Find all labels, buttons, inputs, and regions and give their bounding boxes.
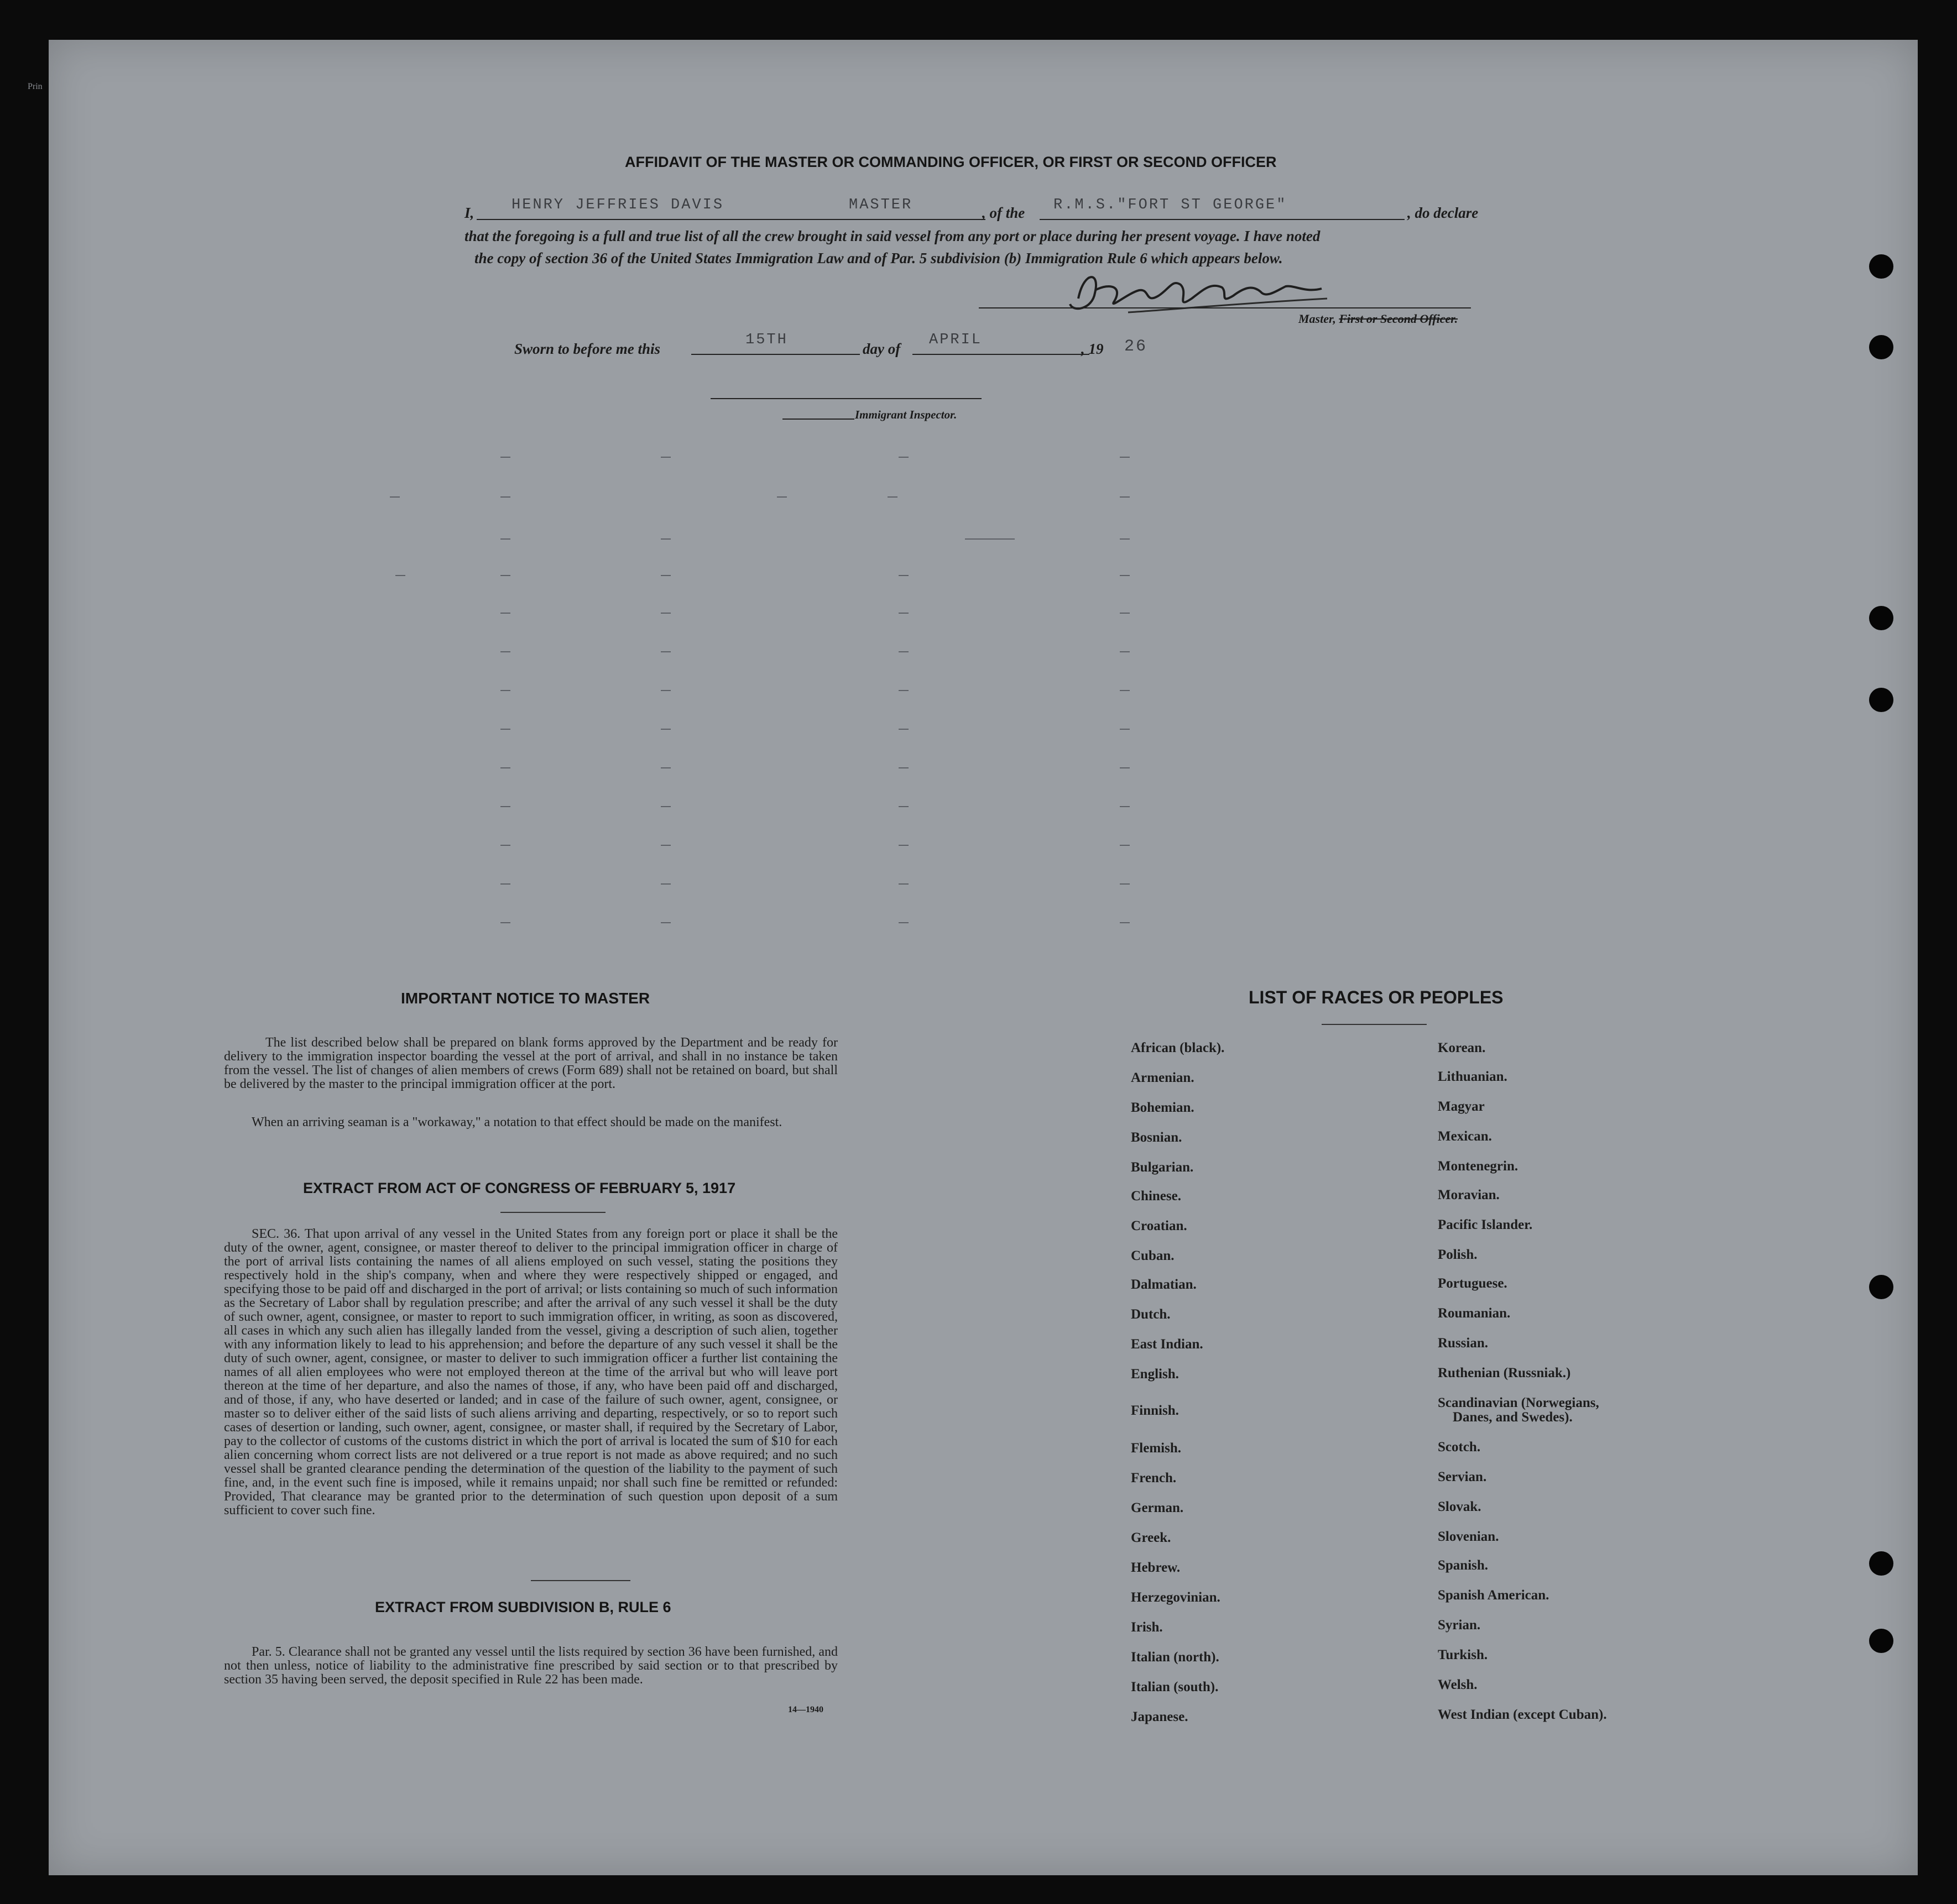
race-item: Armenian. <box>1131 1070 1194 1085</box>
month-line <box>912 354 1089 355</box>
notice-paragraph-2: When an arriving seaman is a "workaway," a notation to that effect should be made on the manifest. <box>252 1115 782 1129</box>
race-item: Welsh. <box>1438 1677 1478 1692</box>
year-prefix: , 19 <box>1081 341 1104 357</box>
race-item: Magyar <box>1438 1099 1485 1114</box>
rule-paragraph-5: Par. 5. Clearance shall not be granted any vessel until the lists required by section 36 have been furnished, and not then unless, notice of liability to the administrative fine prescribed by said section or to that prescribed by section 35 having been served, the deposit specified in Rule 22 has been made. <box>224 1645 838 1687</box>
race-item: Finnish. <box>1131 1403 1179 1418</box>
of-the-label: , of the <box>982 205 1025 221</box>
notice-paragraph-1: The list described below shall be prepared on blank forms approved by the Department and be ready for delivery to the immigration inspector boarding the vessel at the port of arrival, and shall in no instance be taken from the vessel. The list of changes of alien members of crews (Form 689) shall not be retained on board, but shall be delivered by the master to the principal immigration officer at the port. <box>224 1035 838 1091</box>
name-line <box>477 219 985 220</box>
day-line <box>691 354 860 355</box>
edge-mark: Prin <box>28 82 43 91</box>
race-item: Montenegrin. <box>1438 1159 1518 1174</box>
race-item: Slovenian. <box>1438 1529 1499 1544</box>
officer-label-struck: First or Second Officer. <box>1339 312 1458 326</box>
rule-extract-title: EXTRACT FROM SUBDIVISION B, RULE 6 <box>375 1599 671 1615</box>
binder-hole-icon <box>1869 1275 1893 1299</box>
race-item: Greek. <box>1131 1530 1171 1545</box>
race-item: West Indian (except Cuban). <box>1438 1707 1607 1722</box>
race-item: Hebrew. <box>1131 1560 1181 1575</box>
act-section-36: SEC. 36. That upon arrival of any vessel in the United States from any foreign port or place it shall be the duty of the owner, agent, consignee, or master thereof to deliver to the principal immigration officer in charge of the port of arrival lists containing the names of all aliens employed on such vessel, stating the positions they respectively hold in the ship's company, when and where they were respectively shipped or engaged, and specifying those to be paid off and discharged in the port of arrival; or lists containing so much of such information as the Secretary of Labor shall by regulation prescribe; and after the arrival of any such vessel it shall be the duty of such owner, agent, consignee, or master to report to such immigration officer, in writing, as soon as discovered, all cases in which any such alien has illegally landed from the vessel, giving a description of such alien, together with any information likely to lead to his apprehension; and before the departure of any such vessel it shall be the duty of such owner, agent, consignee, or master to deliver to such immigration officer a further list containing the names of all alien employees who were not employed thereon at the time of the arrival but who will leave port thereon at the time of her departure, and also the names of those, if any, who have been paid off and discharged, and of those, if any, who have deserted or landed; and in case of the failure of such owner, agent, consignee, or master so to deliver either of the said lists of such aliens arriving and departing, respectively, or so to report such cases of desertion or landing, such owner, agent, consignee, or master shall, if required by the Secretary of Labor, pay to the collector of customs of the customs district in which the port of arrival is located the sum of $10 for each alien concerning whom correct lists are not delivered or a true report is not made as above required; and no such vessel shall be granted clearance pending the determination of the question of the liability to the payment of such fine, and, in the event such fine is imposed, while it remains unpaid; nor shall such fine be remitted or refunded: Provided, That clearance may be granted prior to the determination of such question upon deposit of a sum sufficient to cover such fine. <box>224 1227 838 1518</box>
race-item: Polish. <box>1438 1247 1478 1262</box>
affidavit-title: AFFIDAVIT OF THE MASTER OR COMMANDING OFFICER, OR FIRST OR SECOND OFFICER <box>625 154 1277 170</box>
race-item: Chinese. <box>1131 1189 1181 1204</box>
race-item: Cuban. <box>1131 1248 1175 1263</box>
vessel-name: R.M.S."FORT ST GEORGE" <box>1053 197 1287 213</box>
act-extract-title: EXTRACT FROM ACT OF CONGRESS OF FEBRUARY 5, 1917 <box>303 1180 736 1196</box>
race-item: Pacific Islander. <box>1438 1217 1533 1232</box>
race-item: Dalmatian. <box>1131 1277 1197 1292</box>
race-item: Japanese. <box>1131 1709 1188 1724</box>
master-signature <box>1062 260 1338 332</box>
master-name: HENRY JEFFRIES DAVIS <box>512 197 724 213</box>
binder-hole-icon <box>1869 1551 1893 1576</box>
sworn-label: Sworn to before me this <box>514 341 661 357</box>
master-rank: MASTER <box>849 197 913 213</box>
race-item: Spanish. <box>1438 1558 1489 1573</box>
race-item: Italian (north). <box>1131 1650 1219 1665</box>
race-item: African (black). <box>1131 1040 1225 1055</box>
race-item: French. <box>1131 1471 1177 1485</box>
race-item: Bohemian. <box>1131 1100 1194 1115</box>
race-item: Bulgarian. <box>1131 1160 1194 1175</box>
form-number: 14—1940 <box>788 1705 823 1714</box>
binder-hole-icon <box>1869 335 1893 359</box>
race-item: Turkish. <box>1438 1647 1488 1662</box>
sworn-year: 26 <box>1124 337 1148 356</box>
signature-caption <box>1298 312 1458 326</box>
race-item: Russian. <box>1438 1336 1489 1351</box>
race-item: Bosnian. <box>1131 1130 1182 1145</box>
race-item: English. <box>1131 1367 1179 1382</box>
day-of-label: day of <box>863 341 901 357</box>
race-item: Lithuanian. <box>1438 1069 1507 1084</box>
race-item: Dutch. <box>1131 1307 1171 1322</box>
race-item: Scandinavian (Norwegians, <box>1438 1395 1599 1410</box>
affidavit-line-2: that the foregoing is a full and true list of all the crew brought in said vessel from any port or place during her present voyage. I have noted <box>465 228 1321 244</box>
race-item: Syrian. <box>1438 1618 1481 1633</box>
do-declare-label: , do declare <box>1407 205 1479 221</box>
races-title-rule <box>1322 1024 1427 1025</box>
races-title: LIST OF RACES OR PEOPLES <box>1249 987 1504 1007</box>
binder-hole-icon <box>1869 606 1893 630</box>
binder-hole-icon <box>1869 254 1893 279</box>
binder-hole-icon <box>1869 1629 1893 1653</box>
inspector-signature-line <box>711 398 982 399</box>
race-item: German. <box>1131 1500 1184 1515</box>
race-item: Portuguese. <box>1438 1276 1507 1291</box>
race-item: Mexican. <box>1438 1129 1492 1144</box>
race-item: Flemish. <box>1131 1441 1181 1456</box>
sworn-month: APRIL <box>929 332 983 348</box>
sworn-day: 15TH <box>745 332 788 348</box>
rule-top-rule <box>531 1580 630 1581</box>
race-item: Scotch. <box>1438 1440 1481 1455</box>
race-item: Danes, and Swedes). <box>1453 1410 1573 1425</box>
master-label: Master, <box>1298 312 1336 326</box>
race-item: Servian. <box>1438 1469 1487 1484</box>
notice-title: IMPORTANT NOTICE TO MASTER <box>401 990 650 1007</box>
affidavit-pre-name: I, <box>465 205 474 221</box>
vessel-line <box>1040 219 1405 220</box>
race-item: Croatian. <box>1131 1218 1187 1233</box>
race-item: Irish. <box>1131 1620 1163 1635</box>
inspector-lead-line <box>782 419 854 420</box>
race-item: Ruthenian (Russniak.) <box>1438 1366 1571 1380</box>
race-item: Moravian. <box>1438 1188 1500 1202</box>
inspector-label: Immigrant Inspector. <box>855 408 957 421</box>
race-item: Slovak. <box>1438 1499 1481 1514</box>
race-item: Roumanian. <box>1438 1306 1511 1321</box>
binder-hole-icon <box>1869 688 1893 712</box>
race-item: Korean. <box>1438 1040 1486 1055</box>
race-item: Spanish American. <box>1438 1588 1549 1603</box>
act-title-rule <box>500 1212 606 1213</box>
race-item: Herzegovinian. <box>1131 1590 1220 1605</box>
race-item: East Indian. <box>1131 1337 1203 1352</box>
document-page <box>49 40 1918 1875</box>
affidavit-line-3: the copy of section 36 of the United States Immigration Law and of Par. 5 subdivision (b) Immigration Rule 6 which appears below. <box>474 250 1283 266</box>
signature-line <box>979 307 1471 308</box>
race-item: Italian (south). <box>1131 1680 1219 1694</box>
